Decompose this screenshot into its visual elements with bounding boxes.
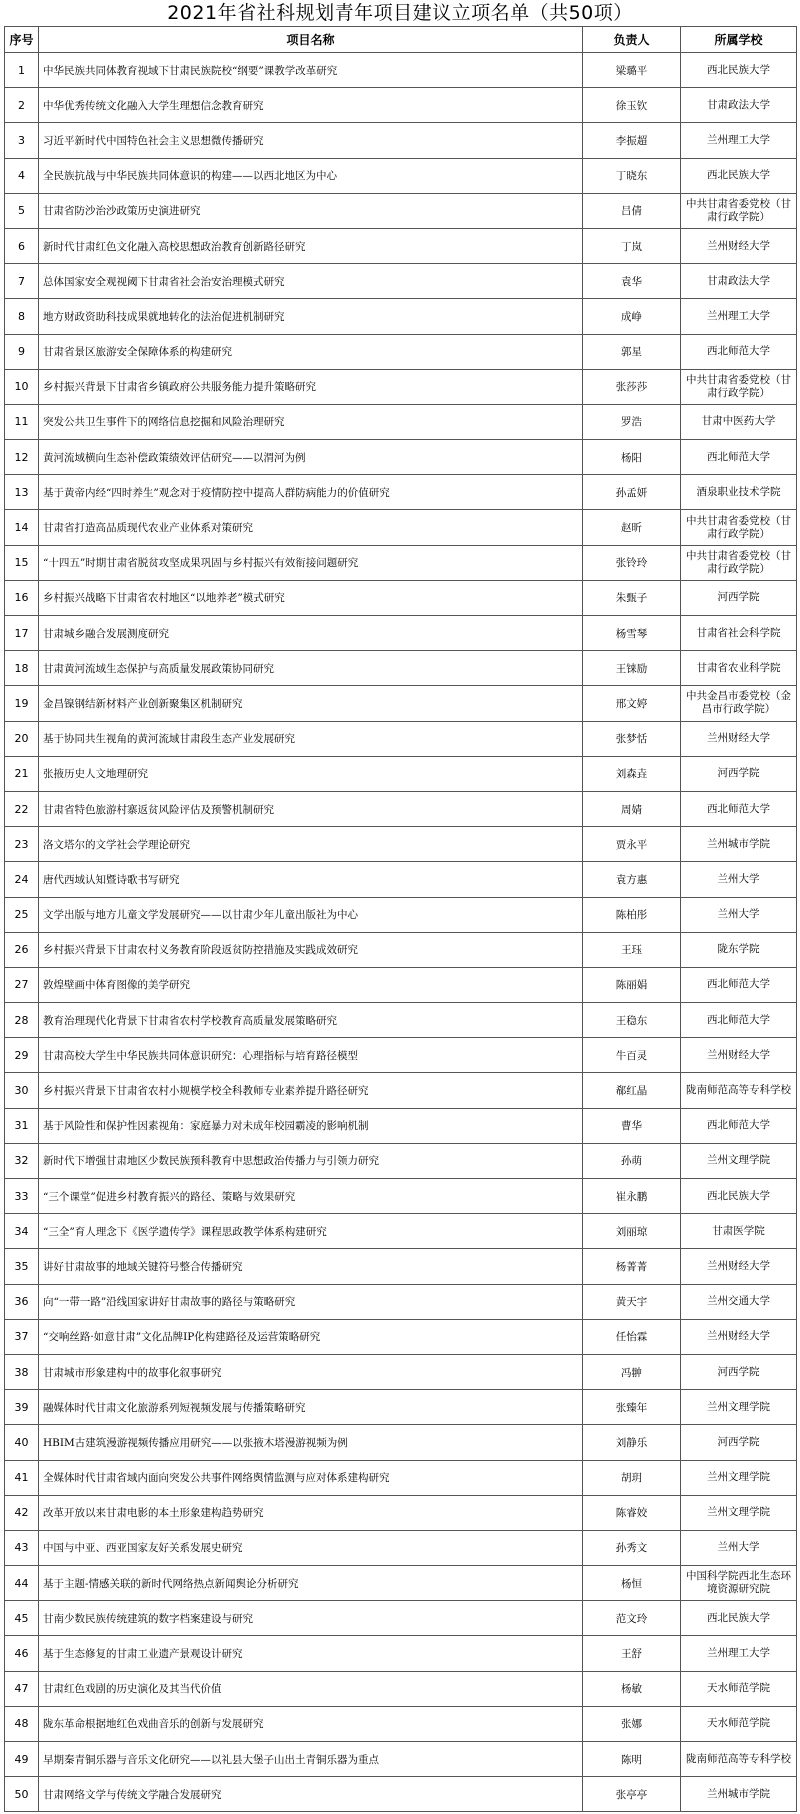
project-school: 中共甘肃省委党校（甘肃行政学院） bbox=[681, 193, 797, 228]
row-number: 14 bbox=[5, 510, 39, 545]
project-leader: 王珏 bbox=[583, 932, 681, 967]
table-row bbox=[5, 1354, 797, 1389]
project-name: “三全”育人理念下《医学遗传学》课程思政教学体系构建研究 bbox=[39, 1214, 583, 1249]
project-leader: 冯翀 bbox=[583, 1354, 681, 1389]
project-leader: 孙萌 bbox=[583, 1143, 681, 1178]
project-name: “交响丝路·如意甘肃”文化品牌IP化构建路径及运营策略研究 bbox=[39, 1319, 583, 1354]
project-leader: 刘静乐 bbox=[583, 1425, 681, 1460]
project-name: 改革开放以来甘肃电影的本土形象建构趋势研究 bbox=[39, 1495, 583, 1530]
row-number: 23 bbox=[5, 827, 39, 862]
project-name: 敦煌壁画中体育图像的美学研究 bbox=[39, 967, 583, 1002]
project-name: 基于生态修复的甘肃工业遗产景观设计研究 bbox=[39, 1636, 583, 1671]
row-number: 6 bbox=[5, 228, 39, 263]
header-school: 所属学校 bbox=[681, 27, 797, 53]
row-number: 11 bbox=[5, 404, 39, 439]
table-row bbox=[5, 1038, 797, 1073]
project-leader: 曹华 bbox=[583, 1108, 681, 1143]
table-row bbox=[5, 827, 797, 862]
project-leader: 徐玉钦 bbox=[583, 88, 681, 123]
project-leader: 丁岚 bbox=[583, 228, 681, 263]
table-row bbox=[5, 967, 797, 1002]
project-school: 西北民族大学 bbox=[681, 1601, 797, 1636]
row-number: 24 bbox=[5, 862, 39, 897]
project-name: 陇东革命根据地红色戏曲音乐的创新与发展研究 bbox=[39, 1706, 583, 1741]
table-row bbox=[5, 1003, 797, 1038]
row-number: 43 bbox=[5, 1530, 39, 1565]
project-name: 洛文塔尔的文学社会学理论研究 bbox=[39, 827, 583, 862]
project-leader: 王舒 bbox=[583, 1636, 681, 1671]
project-school: 中共金昌市委党校（金昌市行政学院） bbox=[681, 686, 797, 721]
table-row bbox=[5, 88, 797, 123]
project-leader: 张铃玲 bbox=[583, 545, 681, 580]
project-school: 中共甘肃省委党校（甘肃行政学院） bbox=[681, 510, 797, 545]
project-school: 甘肃政法大学 bbox=[681, 88, 797, 123]
table-row bbox=[5, 651, 797, 686]
table-row bbox=[5, 545, 797, 580]
project-name: “十四五”时期甘肃省脱贫攻坚成果巩固与乡村振兴有效衔接问题研究 bbox=[39, 545, 583, 580]
project-school: 兰州财经大学 bbox=[681, 721, 797, 756]
table-row bbox=[5, 510, 797, 545]
project-school: 天水师范学院 bbox=[681, 1671, 797, 1706]
project-leader: 梁璐平 bbox=[583, 53, 681, 88]
row-number: 37 bbox=[5, 1319, 39, 1354]
row-number: 15 bbox=[5, 545, 39, 580]
row-number: 38 bbox=[5, 1354, 39, 1389]
project-school: 兰州文理学院 bbox=[681, 1143, 797, 1178]
project-school: 河西学院 bbox=[681, 756, 797, 791]
project-school: 中共甘肃省委党校（甘肃行政学院） bbox=[681, 369, 797, 404]
project-school: 中国科学院西北生态环境资源研究院 bbox=[681, 1566, 797, 1601]
table-row bbox=[5, 53, 797, 88]
table-row bbox=[5, 193, 797, 228]
table-row bbox=[5, 264, 797, 299]
project-name: 全媒体时代甘肃省域内面向突发公共事件网络舆情监测与应对体系建构研究 bbox=[39, 1460, 583, 1495]
row-number: 12 bbox=[5, 440, 39, 475]
row-number: 16 bbox=[5, 580, 39, 615]
row-number: 49 bbox=[5, 1742, 39, 1777]
project-name: 早期秦青铜乐器与音乐文化研究——以礼县大堡子山出土青铜乐器为重点 bbox=[39, 1742, 583, 1777]
project-name: 教育治理现代化背景下甘肃省农村学校教育高质量发展策略研究 bbox=[39, 1003, 583, 1038]
table-row bbox=[5, 1706, 797, 1741]
header-project-name: 项目名称 bbox=[39, 27, 583, 53]
table-row bbox=[5, 1742, 797, 1777]
table-row bbox=[5, 1249, 797, 1284]
project-school: 兰州大学 bbox=[681, 897, 797, 932]
table-row bbox=[5, 1073, 797, 1108]
project-leader: 张娜 bbox=[583, 1706, 681, 1741]
document-title: 2021年省社科规划青年项目建议立项名单（共50项） bbox=[167, 2, 633, 24]
project-leader: 张臻年 bbox=[583, 1390, 681, 1425]
project-school: 陇南师范高等专科学校 bbox=[681, 1742, 797, 1777]
project-school: 河西学院 bbox=[681, 1425, 797, 1460]
project-school: 河西学院 bbox=[681, 580, 797, 615]
project-leader: 孙孟妍 bbox=[583, 475, 681, 510]
project-name: 总体国家安全观视阈下甘肃省社会治安治理模式研究 bbox=[39, 264, 583, 299]
project-leader: 吕倩 bbox=[583, 193, 681, 228]
table-row bbox=[5, 897, 797, 932]
project-school: 兰州大学 bbox=[681, 1530, 797, 1565]
row-number: 40 bbox=[5, 1425, 39, 1460]
project-name: 甘肃省打造高品质现代农业产业体系对策研究 bbox=[39, 510, 583, 545]
table-row bbox=[5, 123, 797, 158]
row-number: 10 bbox=[5, 369, 39, 404]
project-leader: 丁晓东 bbox=[583, 158, 681, 193]
project-school: 西北师范大学 bbox=[681, 1108, 797, 1143]
row-number: 45 bbox=[5, 1601, 39, 1636]
table-row bbox=[5, 686, 797, 721]
row-number: 34 bbox=[5, 1214, 39, 1249]
row-number: 28 bbox=[5, 1003, 39, 1038]
project-leader: 王铼励 bbox=[583, 651, 681, 686]
table-row bbox=[5, 1425, 797, 1460]
header-num: 序号 bbox=[5, 27, 39, 53]
table-row bbox=[5, 932, 797, 967]
row-number: 36 bbox=[5, 1284, 39, 1319]
project-school: 甘肃省社会科学院 bbox=[681, 616, 797, 651]
project-name: 基于黄帝内经“四时养生”观念对于疫情防控中提高人群防病能力的价值研究 bbox=[39, 475, 583, 510]
table-row bbox=[5, 1319, 797, 1354]
row-number: 20 bbox=[5, 721, 39, 756]
table-row bbox=[5, 369, 797, 404]
row-number: 50 bbox=[5, 1777, 39, 1812]
project-name: 突发公共卫生事件下的网络信息挖掘和风险治理研究 bbox=[39, 404, 583, 439]
project-leader: 杨菁菁 bbox=[583, 1249, 681, 1284]
project-leader: 李振超 bbox=[583, 123, 681, 158]
row-number: 5 bbox=[5, 193, 39, 228]
project-school: 西北师范大学 bbox=[681, 440, 797, 475]
project-school: 西北师范大学 bbox=[681, 791, 797, 826]
row-number: 8 bbox=[5, 299, 39, 334]
project-school: 兰州财经大学 bbox=[681, 1249, 797, 1284]
row-number: 30 bbox=[5, 1073, 39, 1108]
project-name: 甘肃红色戏剧的历史演化及其当代价值 bbox=[39, 1671, 583, 1706]
row-number: 41 bbox=[5, 1460, 39, 1495]
row-number: 29 bbox=[5, 1038, 39, 1073]
table-row bbox=[5, 1530, 797, 1565]
table-row bbox=[5, 791, 797, 826]
table-row bbox=[5, 862, 797, 897]
row-number: 22 bbox=[5, 791, 39, 826]
project-name: 融媒体时代甘肃文化旅游系列短视频发展与传播策略研究 bbox=[39, 1390, 583, 1425]
row-number: 19 bbox=[5, 686, 39, 721]
project-school: 甘肃中医药大学 bbox=[681, 404, 797, 439]
row-number: 47 bbox=[5, 1671, 39, 1706]
table-row bbox=[5, 1636, 797, 1671]
project-leader: 张亭亭 bbox=[583, 1777, 681, 1812]
project-leader: 郭星 bbox=[583, 334, 681, 369]
project-school: 兰州交通大学 bbox=[681, 1284, 797, 1319]
project-leader: 杨恒 bbox=[583, 1566, 681, 1601]
project-leader: 王稳东 bbox=[583, 1003, 681, 1038]
project-school: 兰州理工大学 bbox=[681, 1636, 797, 1671]
row-number: 25 bbox=[5, 897, 39, 932]
project-name: 基于风险性和保护性因素视角：家庭暴力对未成年校园霸凌的影响机制 bbox=[39, 1108, 583, 1143]
project-school: 西北民族大学 bbox=[681, 53, 797, 88]
project-school: 兰州大学 bbox=[681, 862, 797, 897]
project-school: 西北师范大学 bbox=[681, 1003, 797, 1038]
table-row bbox=[5, 1777, 797, 1812]
table-row bbox=[5, 475, 797, 510]
table-row bbox=[5, 1460, 797, 1495]
project-name: 全民族抗战与中华民族共同体意识的构建——以西北地区为中心 bbox=[39, 158, 583, 193]
project-name: 黄河流域横向生态补偿政策绩效评估研究——以渭河为例 bbox=[39, 440, 583, 475]
project-school: 兰州财经大学 bbox=[681, 228, 797, 263]
row-number: 27 bbox=[5, 967, 39, 1002]
project-school: 甘肃医学院 bbox=[681, 1214, 797, 1249]
project-name: 文学出版与地方儿童文学发展研究——以甘肃少年儿童出版社为中心 bbox=[39, 897, 583, 932]
table-header-row bbox=[5, 27, 797, 53]
project-leader: 陈明 bbox=[583, 1742, 681, 1777]
project-name: 甘肃黄河流域生态保护与高质量发展政策协同研究 bbox=[39, 651, 583, 686]
table-row bbox=[5, 616, 797, 651]
project-leader: 成峥 bbox=[583, 299, 681, 334]
project-leader: 杨雪琴 bbox=[583, 616, 681, 651]
project-name: 甘肃省特色旅游村寨返贫风险评估及预警机制研究 bbox=[39, 791, 583, 826]
project-leader: 邢文婷 bbox=[583, 686, 681, 721]
row-number: 42 bbox=[5, 1495, 39, 1530]
project-leader: 崔永鹏 bbox=[583, 1179, 681, 1214]
project-school: 兰州文理学院 bbox=[681, 1495, 797, 1530]
project-leader: 刘丽琼 bbox=[583, 1214, 681, 1249]
project-name: 甘肃省景区旅游安全保障体系的构建研究 bbox=[39, 334, 583, 369]
project-school: 陇南师范高等专科学校 bbox=[681, 1073, 797, 1108]
row-number: 9 bbox=[5, 334, 39, 369]
project-leader: 黄天宇 bbox=[583, 1284, 681, 1319]
project-name: 甘肃网络文学与传统文学融合发展研究 bbox=[39, 1777, 583, 1812]
project-school: 陇东学院 bbox=[681, 932, 797, 967]
table-row bbox=[5, 228, 797, 263]
project-name: 基于主题-情感关联的新时代网络热点新闻舆论分析研究 bbox=[39, 1566, 583, 1601]
row-number: 13 bbox=[5, 475, 39, 510]
project-name: 乡村振兴背景下甘肃省农村小规模学校全科教师专业素养提升路径研究 bbox=[39, 1073, 583, 1108]
project-leader: 贾永平 bbox=[583, 827, 681, 862]
header-leader: 负责人 bbox=[583, 27, 681, 53]
project-school: 西北民族大学 bbox=[681, 1179, 797, 1214]
project-name: 乡村振兴背景下甘肃省乡镇政府公共服务能力提升策略研究 bbox=[39, 369, 583, 404]
row-number: 17 bbox=[5, 616, 39, 651]
table-row bbox=[5, 1179, 797, 1214]
row-number: 48 bbox=[5, 1706, 39, 1741]
project-leader: 杨敏 bbox=[583, 1671, 681, 1706]
project-leader: 袁华 bbox=[583, 264, 681, 299]
project-leader: 杨阳 bbox=[583, 440, 681, 475]
table-row bbox=[5, 1214, 797, 1249]
project-leader: 陈睿姣 bbox=[583, 1495, 681, 1530]
project-name: 新时代甘肃红色文化融入高校思想政治教育创新路径研究 bbox=[39, 228, 583, 263]
project-school: 甘肃省农业科学院 bbox=[681, 651, 797, 686]
project-list-table bbox=[4, 26, 797, 1812]
project-name: 甘肃高校大学生中华民族共同体意识研究：心理指标与培育路径模型 bbox=[39, 1038, 583, 1073]
table-row bbox=[5, 1108, 797, 1143]
project-leader: 郗红晶 bbox=[583, 1073, 681, 1108]
table-row bbox=[5, 1284, 797, 1319]
project-leader: 赵昕 bbox=[583, 510, 681, 545]
project-name: 乡村振兴战略下甘肃省农村地区“以地养老”模式研究 bbox=[39, 580, 583, 615]
row-number: 1 bbox=[5, 53, 39, 88]
project-name: 讲好甘肃故事的地域关键符号整合传播研究 bbox=[39, 1249, 583, 1284]
project-name: 中华优秀传统文化融入大学生理想信念教育研究 bbox=[39, 88, 583, 123]
project-leader: 陈丽娟 bbox=[583, 967, 681, 1002]
table-row bbox=[5, 404, 797, 439]
project-leader: 牛百灵 bbox=[583, 1038, 681, 1073]
row-number: 39 bbox=[5, 1390, 39, 1425]
table-row bbox=[5, 334, 797, 369]
project-leader: 张梦恬 bbox=[583, 721, 681, 756]
row-number: 31 bbox=[5, 1108, 39, 1143]
project-name: 张掖历史人文地理研究 bbox=[39, 756, 583, 791]
project-name: 基于协同共生视角的黄河流域甘肃段生态产业发展研究 bbox=[39, 721, 583, 756]
row-number: 18 bbox=[5, 651, 39, 686]
table-row bbox=[5, 1143, 797, 1178]
project-name: 中华民族共同体教育视域下甘肃民族院校“纲要”课教学改革研究 bbox=[39, 53, 583, 88]
table-row bbox=[5, 1495, 797, 1530]
table-body bbox=[5, 53, 797, 1812]
project-school: 河西学院 bbox=[681, 1354, 797, 1389]
project-name: 甘肃城乡融合发展测度研究 bbox=[39, 616, 583, 651]
project-school: 兰州财经大学 bbox=[681, 1038, 797, 1073]
project-school: 甘肃政法大学 bbox=[681, 264, 797, 299]
table-row bbox=[5, 299, 797, 334]
project-leader: 张莎莎 bbox=[583, 369, 681, 404]
table-row bbox=[5, 1566, 797, 1601]
project-leader: 胡玥 bbox=[583, 1460, 681, 1495]
row-number: 3 bbox=[5, 123, 39, 158]
project-school: 西北师范大学 bbox=[681, 967, 797, 1002]
project-name: 金昌镍钢结新材料产业创新聚集区机制研究 bbox=[39, 686, 583, 721]
project-name: 乡村振兴背景下甘肃农村义务教育阶段返贫防控措施及实践成效研究 bbox=[39, 932, 583, 967]
project-school: 酒泉职业技术学院 bbox=[681, 475, 797, 510]
row-number: 44 bbox=[5, 1566, 39, 1601]
row-number: 4 bbox=[5, 158, 39, 193]
table-row bbox=[5, 1601, 797, 1636]
row-number: 7 bbox=[5, 264, 39, 299]
project-school: 兰州城市学院 bbox=[681, 1777, 797, 1812]
project-school: 西北民族大学 bbox=[681, 158, 797, 193]
project-leader: 周婧 bbox=[583, 791, 681, 826]
project-name: 向“一带一路”沿线国家讲好甘肃故事的路径与策略研究 bbox=[39, 1284, 583, 1319]
project-leader: 袁方惠 bbox=[583, 862, 681, 897]
project-school: 兰州财经大学 bbox=[681, 1319, 797, 1354]
table-row bbox=[5, 580, 797, 615]
table-row bbox=[5, 158, 797, 193]
project-name: “三个课堂”促进乡村教育振兴的路径、策略与效果研究 bbox=[39, 1179, 583, 1214]
row-number: 2 bbox=[5, 88, 39, 123]
project-school: 兰州文理学院 bbox=[681, 1460, 797, 1495]
row-number: 32 bbox=[5, 1143, 39, 1178]
project-leader: 刘森垚 bbox=[583, 756, 681, 791]
table-row bbox=[5, 440, 797, 475]
project-leader: 罗浩 bbox=[583, 404, 681, 439]
project-leader: 任怡霖 bbox=[583, 1319, 681, 1354]
row-number: 46 bbox=[5, 1636, 39, 1671]
project-leader: 朱甄子 bbox=[583, 580, 681, 615]
project-leader: 陈柏彤 bbox=[583, 897, 681, 932]
table-row bbox=[5, 1671, 797, 1706]
project-leader: 孙秀文 bbox=[583, 1530, 681, 1565]
row-number: 35 bbox=[5, 1249, 39, 1284]
project-name: 甘肃省防沙治沙政策历史演进研究 bbox=[39, 193, 583, 228]
project-school: 中共甘肃省委党校（甘肃行政学院） bbox=[681, 545, 797, 580]
project-name: 地方财政资助科技成果就地转化的法治促进机制研究 bbox=[39, 299, 583, 334]
row-number: 33 bbox=[5, 1179, 39, 1214]
project-school: 兰州理工大学 bbox=[681, 123, 797, 158]
table-row bbox=[5, 721, 797, 756]
project-school: 兰州理工大学 bbox=[681, 299, 797, 334]
project-name: 中国与中亚、西亚国家友好关系发展史研究 bbox=[39, 1530, 583, 1565]
project-school: 西北师范大学 bbox=[681, 334, 797, 369]
project-school: 兰州文理学院 bbox=[681, 1390, 797, 1425]
project-name: 习近平新时代中国特色社会主义思想微传播研究 bbox=[39, 123, 583, 158]
project-school: 天水师范学院 bbox=[681, 1706, 797, 1741]
project-name: 唐代西域认知暨诗歌书写研究 bbox=[39, 862, 583, 897]
row-number: 21 bbox=[5, 756, 39, 791]
project-school: 兰州城市学院 bbox=[681, 827, 797, 862]
project-name: 甘肃城市形象建构中的故事化叙事研究 bbox=[39, 1354, 583, 1389]
row-number: 26 bbox=[5, 932, 39, 967]
project-leader: 范文玲 bbox=[583, 1601, 681, 1636]
table-row bbox=[5, 756, 797, 791]
project-name: 甘南少数民族传统建筑的数字档案建设与研究 bbox=[39, 1601, 583, 1636]
project-name: HBIM古建筑漫游视频传播应用研究——以张掖木塔漫游视频为例 bbox=[39, 1425, 583, 1460]
table-row bbox=[5, 1390, 797, 1425]
project-name: 新时代下增强甘肃地区少数民族预科教育中思想政治传播力与引领力研究 bbox=[39, 1143, 583, 1178]
